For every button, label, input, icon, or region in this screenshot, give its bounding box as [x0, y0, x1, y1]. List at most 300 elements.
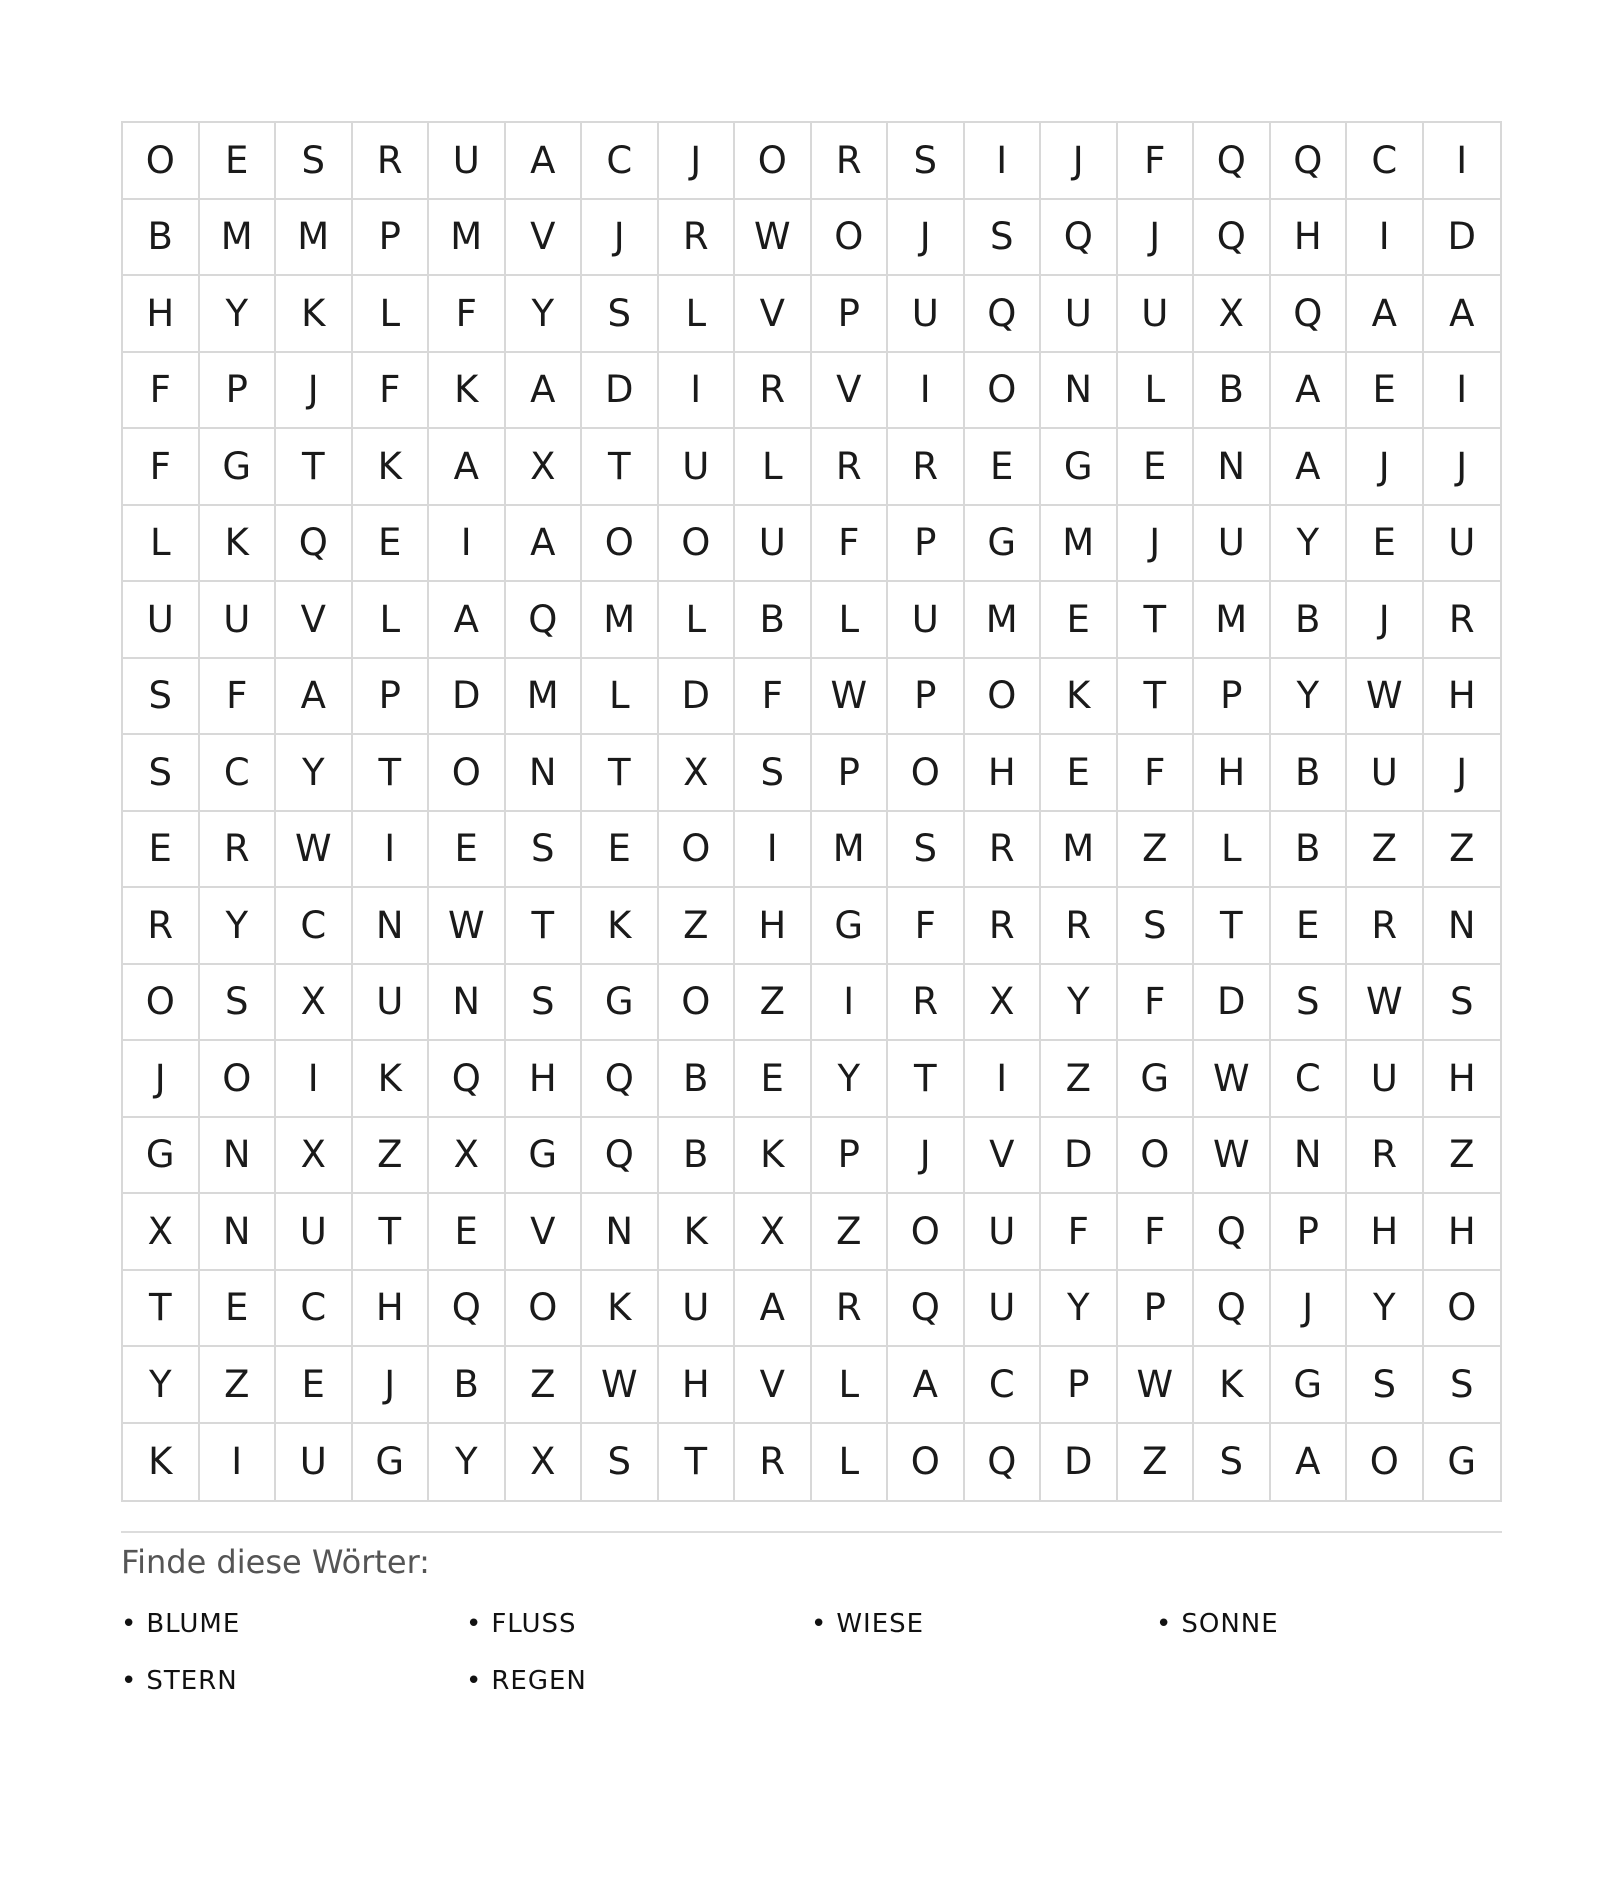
grid-cell[interactable]: E	[735, 1041, 812, 1118]
grid-cell[interactable]: I	[659, 353, 736, 430]
grid-cell[interactable]: R	[123, 888, 200, 965]
grid-cell[interactable]: R	[888, 965, 965, 1042]
grid-cell[interactable]: S	[735, 735, 812, 812]
grid-cell[interactable]: S	[1347, 1347, 1424, 1424]
grid-cell[interactable]: P	[1271, 1194, 1348, 1271]
grid-cell[interactable]: W	[1194, 1118, 1271, 1195]
grid-cell[interactable]: P	[812, 276, 889, 353]
grid-cell[interactable]: I	[965, 1041, 1042, 1118]
grid-cell[interactable]: S	[888, 812, 965, 889]
grid-cell[interactable]: R	[735, 353, 812, 430]
grid-cell[interactable]: W	[276, 812, 353, 889]
grid-cell[interactable]: T	[582, 429, 659, 506]
grid-cell[interactable]: X	[735, 1194, 812, 1271]
grid-cell[interactable]: W	[1194, 1041, 1271, 1118]
grid-cell[interactable]: A	[735, 1271, 812, 1348]
grid-cell[interactable]: U	[1347, 1041, 1424, 1118]
grid-cell[interactable]: S	[1271, 965, 1348, 1042]
grid-cell[interactable]: P	[812, 735, 889, 812]
grid-cell[interactable]: Z	[353, 1118, 430, 1195]
grid-cell[interactable]: S	[123, 659, 200, 736]
grid-cell[interactable]: R	[965, 888, 1042, 965]
grid-cell[interactable]: T	[276, 429, 353, 506]
grid-cell[interactable]: D	[582, 353, 659, 430]
grid-cell[interactable]: O	[1424, 1271, 1501, 1348]
grid-cell[interactable]: E	[1118, 429, 1195, 506]
grid-cell[interactable]: R	[812, 1271, 889, 1348]
grid-cell[interactable]: A	[506, 123, 583, 200]
grid-cell[interactable]: M	[429, 200, 506, 277]
grid-cell[interactable]: J	[1271, 1271, 1348, 1348]
grid-cell[interactable]: B	[1271, 812, 1348, 889]
grid-cell[interactable]: P	[1041, 1347, 1118, 1424]
grid-cell[interactable]: E	[582, 812, 659, 889]
grid-cell[interactable]: F	[123, 429, 200, 506]
grid-cell[interactable]: N	[429, 965, 506, 1042]
grid-cell[interactable]: R	[965, 812, 1042, 889]
grid-cell[interactable]: K	[735, 1118, 812, 1195]
grid-cell[interactable]: O	[506, 1271, 583, 1348]
grid-cell[interactable]: U	[429, 123, 506, 200]
grid-cell[interactable]: W	[429, 888, 506, 965]
grid-cell[interactable]: L	[123, 506, 200, 583]
grid-cell[interactable]: R	[812, 429, 889, 506]
grid-cell[interactable]: T	[888, 1041, 965, 1118]
grid-cell[interactable]: G	[1447, 1440, 1477, 1484]
grid-cell[interactable]: T	[1118, 582, 1195, 659]
grid-cell[interactable]: J	[123, 1041, 200, 1118]
grid-cell[interactable]: Y	[1041, 1271, 1118, 1348]
grid-cell[interactable]: Z	[1424, 812, 1501, 889]
grid-cell[interactable]: S	[582, 1424, 659, 1501]
grid-cell[interactable]: Q	[1194, 1194, 1271, 1271]
grid-cell[interactable]: M	[965, 582, 1042, 659]
grid-cell[interactable]: W	[735, 200, 812, 277]
grid-cell[interactable]: H	[1424, 1041, 1501, 1118]
grid-cell[interactable]: W	[1118, 1347, 1195, 1424]
grid-cell[interactable]: Q	[888, 1271, 965, 1348]
grid-cell[interactable]: F	[1118, 735, 1195, 812]
grid-cell[interactable]: X	[276, 1118, 353, 1195]
grid-cell[interactable]: M	[506, 659, 583, 736]
grid-cell[interactable]: J	[1424, 735, 1501, 812]
grid-cell[interactable]: S	[200, 965, 277, 1042]
grid-cell[interactable]: O	[735, 123, 812, 200]
grid-cell[interactable]: I	[200, 1424, 277, 1501]
grid-cell[interactable]: S	[888, 123, 965, 200]
grid-cell[interactable]: K	[429, 353, 506, 430]
grid-cell[interactable]: O	[965, 659, 1042, 736]
grid-cell[interactable]: Z	[1347, 812, 1424, 889]
grid-cell[interactable]: D	[1194, 965, 1271, 1042]
grid-cell[interactable]: U	[1194, 506, 1271, 583]
grid-cell[interactable]: Y	[123, 1347, 200, 1424]
grid-cell[interactable]: Y	[276, 735, 353, 812]
grid-cell[interactable]: U	[888, 276, 965, 353]
grid-cell[interactable]: G	[1041, 429, 1118, 506]
grid-cell[interactable]: Z	[1041, 1041, 1118, 1118]
grid-cell[interactable]: Y	[1041, 965, 1118, 1042]
grid-cell[interactable]: A	[506, 506, 583, 583]
grid-cell[interactable]: N	[1271, 1118, 1348, 1195]
grid-cell[interactable]: Z	[1118, 1424, 1195, 1501]
grid-cell[interactable]: T	[582, 735, 659, 812]
grid-cell[interactable]: H	[1424, 659, 1501, 736]
grid-cell[interactable]: I	[812, 965, 889, 1042]
grid-cell[interactable]: O	[123, 123, 200, 200]
grid-cell[interactable]: C	[582, 123, 659, 200]
grid-cell[interactable]: Q	[965, 276, 1042, 353]
grid-cell[interactable]: M	[812, 812, 889, 889]
grid-cell[interactable]: T	[353, 735, 430, 812]
grid-cell[interactable]: A	[1347, 276, 1424, 353]
grid-cell[interactable]: Z	[735, 965, 812, 1042]
grid-cell[interactable]: S	[582, 276, 659, 353]
grid-cell[interactable]: E	[1347, 506, 1424, 583]
grid-cell[interactable]: R	[353, 123, 430, 200]
grid-cell[interactable]: J	[1118, 200, 1195, 277]
grid-cell[interactable]: U	[659, 1271, 736, 1348]
grid-cell[interactable]: L	[659, 582, 736, 659]
grid-cell[interactable]: Y	[200, 276, 277, 353]
grid-cell[interactable]: Q	[506, 582, 583, 659]
grid-cell[interactable]: L	[812, 1424, 889, 1501]
grid-cell[interactable]: G	[200, 429, 277, 506]
grid-cell[interactable]: A	[429, 582, 506, 659]
grid-cell[interactable]: V	[965, 1118, 1042, 1195]
grid-cell[interactable]: U	[735, 506, 812, 583]
grid-cell[interactable]: N	[353, 888, 430, 965]
grid-cell[interactable]: L	[659, 276, 736, 353]
grid-cell[interactable]: Z	[200, 1347, 277, 1424]
grid-cell[interactable]: G	[1118, 1041, 1195, 1118]
grid-cell[interactable]: K	[1194, 1347, 1271, 1424]
grid-cell[interactable]: K	[659, 1194, 736, 1271]
grid-cell[interactable]: I	[1424, 123, 1501, 200]
grid-cell[interactable]: H	[659, 1347, 736, 1424]
grid-cell[interactable]: O	[429, 735, 506, 812]
grid-cell[interactable]: E	[1347, 353, 1424, 430]
grid-cell[interactable]: H	[1271, 200, 1348, 277]
grid-cell[interactable]: R	[1424, 582, 1501, 659]
grid-cell[interactable]: V	[735, 1347, 812, 1424]
grid-cell[interactable]: Z	[1118, 812, 1195, 889]
grid-cell[interactable]: A	[506, 353, 583, 430]
grid-cell[interactable]: O	[659, 506, 736, 583]
grid-cell[interactable]: P	[353, 659, 430, 736]
grid-cell[interactable]: H	[123, 276, 200, 353]
grid-cell[interactable]: V	[735, 276, 812, 353]
grid-cell[interactable]: I	[888, 353, 965, 430]
grid-cell[interactable]: Z	[506, 1347, 583, 1424]
grid-cell[interactable]: A	[429, 429, 506, 506]
grid-cell[interactable]: L	[353, 582, 430, 659]
grid-cell[interactable]: O	[200, 1041, 277, 1118]
grid-cell[interactable]: B	[429, 1347, 506, 1424]
grid-cell[interactable]: R	[659, 200, 736, 277]
grid-cell[interactable]: F	[735, 659, 812, 736]
grid-cell[interactable]: U	[276, 1194, 353, 1271]
grid-cell[interactable]: I	[353, 812, 430, 889]
grid-cell[interactable]: I	[276, 1041, 353, 1118]
grid-cell[interactable]: J	[276, 353, 353, 430]
grid-cell[interactable]: O	[1347, 1424, 1424, 1501]
grid-cell[interactable]: K	[1041, 659, 1118, 736]
grid-cell[interactable]: Q	[965, 1424, 1042, 1501]
grid-cell[interactable]: L	[1118, 353, 1195, 430]
grid-cell[interactable]: U	[276, 1424, 353, 1501]
grid-cell[interactable]: L	[582, 659, 659, 736]
grid-cell[interactable]: F	[812, 506, 889, 583]
grid-cell[interactable]: A	[1271, 429, 1348, 506]
grid-cell[interactable]: I	[965, 123, 1042, 200]
grid-cell[interactable]: O	[888, 1194, 965, 1271]
grid-cell[interactable]: P	[353, 200, 430, 277]
grid-cell[interactable]: L	[812, 1347, 889, 1424]
grid-cell[interactable]: R	[200, 812, 277, 889]
grid-cell[interactable]: N	[200, 1118, 277, 1195]
grid-cell[interactable]: P	[888, 659, 965, 736]
grid-cell[interactable]: E	[1041, 582, 1118, 659]
grid-cell[interactable]: J	[353, 1347, 430, 1424]
grid-cell[interactable]: F	[200, 659, 277, 736]
grid-cell[interactable]: F	[353, 353, 430, 430]
grid-cell[interactable]: K	[353, 1041, 430, 1118]
grid-cell[interactable]: V	[276, 582, 353, 659]
grid-cell[interactable]: F	[1041, 1194, 1118, 1271]
grid-cell[interactable]: F	[888, 888, 965, 965]
grid-cell[interactable]: T	[1194, 888, 1271, 965]
grid-cell[interactable]: U	[1347, 735, 1424, 812]
grid-cell[interactable]: J	[888, 1118, 965, 1195]
grid-cell[interactable]: Q	[1271, 123, 1348, 200]
grid-cell[interactable]: G	[123, 1118, 200, 1195]
grid-cell[interactable]: J	[659, 123, 736, 200]
grid-cell[interactable]: V	[506, 1194, 583, 1271]
grid-cell[interactable]: T	[1118, 659, 1195, 736]
grid-cell[interactable]: K	[276, 276, 353, 353]
grid-cell[interactable]: M	[200, 200, 277, 277]
grid-cell[interactable]: G	[506, 1118, 583, 1195]
grid-cell[interactable]: X	[276, 965, 353, 1042]
grid-cell[interactable]: A	[888, 1347, 965, 1424]
grid-cell[interactable]: X	[506, 429, 583, 506]
grid-cell[interactable]: Q	[429, 1271, 506, 1348]
grid-cell[interactable]: Y	[200, 888, 277, 965]
grid-cell[interactable]: W	[812, 659, 889, 736]
grid-cell[interactable]: Q	[1194, 1271, 1271, 1348]
grid-cell[interactable]: Y	[812, 1041, 889, 1118]
grid-cell[interactable]: D	[1041, 1118, 1118, 1195]
grid-cell[interactable]: N	[582, 1194, 659, 1271]
grid-cell[interactable]: R	[1041, 888, 1118, 965]
grid-cell[interactable]: Q	[1271, 276, 1348, 353]
grid-cell[interactable]: F	[1118, 123, 1195, 200]
grid-cell[interactable]: A	[1424, 276, 1501, 353]
grid-cell[interactable]: S	[1424, 965, 1501, 1042]
grid-cell[interactable]: S	[506, 812, 583, 889]
grid-cell[interactable]: X	[429, 1118, 506, 1195]
grid-cell[interactable]: T	[659, 1424, 736, 1501]
grid-cell[interactable]: K	[123, 1424, 200, 1501]
grid-cell[interactable]: P	[888, 506, 965, 583]
grid-cell[interactable]: O	[888, 1424, 965, 1501]
grid-cell[interactable]: L	[353, 276, 430, 353]
grid-cell[interactable]: A	[276, 659, 353, 736]
grid-cell[interactable]: T	[123, 1271, 200, 1348]
grid-cell[interactable]: S	[1424, 1347, 1501, 1424]
grid-cell[interactable]: W	[1347, 659, 1424, 736]
grid-cell[interactable]: J	[1347, 582, 1424, 659]
grid-cell[interactable]: H	[965, 735, 1042, 812]
grid-cell[interactable]: U	[123, 582, 200, 659]
grid-cell[interactable]: L	[735, 429, 812, 506]
grid-cell[interactable]: X	[659, 735, 736, 812]
grid-cell[interactable]: E	[1041, 735, 1118, 812]
grid-cell[interactable]: B	[1194, 353, 1271, 430]
grid-cell[interactable]: F	[1118, 1194, 1195, 1271]
grid-cell[interactable]: Q	[582, 1118, 659, 1195]
grid-cell[interactable]: R	[1347, 1118, 1424, 1195]
grid-cell[interactable]: N	[1194, 429, 1271, 506]
grid-cell[interactable]: I	[735, 812, 812, 889]
grid-cell[interactable]: U	[200, 582, 277, 659]
grid-cell[interactable]: J	[1118, 506, 1195, 583]
grid-cell[interactable]: B	[659, 1118, 736, 1195]
grid-cell[interactable]: U	[888, 582, 965, 659]
grid-cell[interactable]: P	[1194, 659, 1271, 736]
grid-cell[interactable]: H	[1347, 1194, 1424, 1271]
grid-cell[interactable]: I	[1424, 353, 1501, 430]
grid-cell[interactable]: N	[200, 1194, 277, 1271]
grid-cell[interactable]: M	[276, 200, 353, 277]
grid-cell[interactable]: B	[1271, 735, 1348, 812]
grid-cell[interactable]: Q	[276, 506, 353, 583]
grid-cell[interactable]: V	[506, 200, 583, 277]
grid-cell[interactable]: B	[735, 582, 812, 659]
grid-cell[interactable]: D	[659, 659, 736, 736]
grid-cell[interactable]: V	[812, 353, 889, 430]
grid-cell[interactable]: Z	[1424, 1118, 1501, 1195]
grid-cell[interactable]: H	[1194, 735, 1271, 812]
grid-cell[interactable]: F	[1118, 965, 1195, 1042]
grid-cell[interactable]: O	[888, 735, 965, 812]
grid-cell[interactable]: J	[1041, 123, 1118, 200]
grid-cell[interactable]: U	[1424, 506, 1501, 583]
grid-cell[interactable]: A	[1271, 353, 1348, 430]
grid-cell[interactable]: K	[353, 429, 430, 506]
grid-cell[interactable]: M	[582, 582, 659, 659]
grid-cell[interactable]: N	[506, 735, 583, 812]
grid-cell[interactable]: G	[582, 965, 659, 1042]
grid-cell[interactable]: C	[276, 888, 353, 965]
grid-cell[interactable]: N	[1424, 888, 1501, 965]
grid-cell[interactable]: F	[429, 276, 506, 353]
grid-cell[interactable]: Y	[1271, 506, 1348, 583]
grid-cell[interactable]: M	[1194, 582, 1271, 659]
grid-cell[interactable]: S	[1118, 888, 1195, 965]
grid-cell[interactable]: L	[812, 582, 889, 659]
grid-cell[interactable]: S	[965, 200, 1042, 277]
grid-cell[interactable]: E	[353, 506, 430, 583]
grid-cell[interactable]: S	[506, 965, 583, 1042]
grid-cell[interactable]: J	[888, 200, 965, 277]
grid-cell[interactable]: S	[123, 735, 200, 812]
grid-cell[interactable]: E	[429, 812, 506, 889]
grid-cell[interactable]: U	[965, 1194, 1042, 1271]
grid-cell[interactable]: H	[1424, 1194, 1501, 1271]
grid-cell[interactable]: O	[659, 965, 736, 1042]
grid-cell[interactable]: K	[582, 888, 659, 965]
grid-cell[interactable]: Y	[506, 276, 583, 353]
grid-cell[interactable]: R	[1347, 888, 1424, 965]
grid-cell[interactable]: O	[965, 353, 1042, 430]
grid-cell[interactable]: W	[1347, 965, 1424, 1042]
grid-cell[interactable]: S	[276, 123, 353, 200]
grid-cell[interactable]: C	[200, 735, 277, 812]
grid-cell[interactable]: C	[1271, 1041, 1348, 1118]
grid-cell[interactable]: D	[1424, 200, 1501, 277]
grid-cell[interactable]: U	[1118, 276, 1195, 353]
grid-cell[interactable]: E	[276, 1347, 353, 1424]
grid-cell[interactable]: Q	[1194, 200, 1271, 277]
grid-cell[interactable]: M	[1041, 506, 1118, 583]
grid-cell[interactable]: U	[353, 965, 430, 1042]
grid-cell[interactable]: E	[965, 429, 1042, 506]
grid-cell[interactable]: X	[1194, 276, 1271, 353]
grid-cell[interactable]: X	[965, 965, 1042, 1042]
grid-cell[interactable]: U	[965, 1271, 1042, 1348]
grid-cell[interactable]: K	[200, 506, 277, 583]
grid-cell[interactable]: B	[123, 200, 200, 277]
grid-cell[interactable]: D	[429, 659, 506, 736]
grid-cell[interactable]: J	[1347, 429, 1424, 506]
grid-cell[interactable]: E	[123, 812, 200, 889]
grid-cell[interactable]: J	[582, 200, 659, 277]
grid-cell[interactable]: E	[429, 1194, 506, 1271]
grid-cell[interactable]: Q	[429, 1041, 506, 1118]
grid-cell[interactable]: J	[1424, 429, 1501, 506]
grid-cell[interactable]: S	[1194, 1424, 1271, 1501]
grid-cell[interactable]: Y	[429, 1424, 506, 1501]
grid-cell[interactable]: Y	[1271, 659, 1348, 736]
grid-cell[interactable]: P	[812, 1118, 889, 1195]
grid-cell[interactable]: Q	[582, 1041, 659, 1118]
grid-cell[interactable]: O	[1118, 1118, 1195, 1195]
grid-cell[interactable]: O	[582, 506, 659, 583]
grid-cell[interactable]: D	[1041, 1424, 1118, 1501]
grid-cell[interactable]: F	[123, 353, 200, 430]
grid-cell[interactable]: R	[812, 123, 889, 200]
grid-cell[interactable]: G	[812, 888, 889, 965]
grid-cell[interactable]: R	[888, 429, 965, 506]
grid-cell[interactable]: C	[1347, 123, 1424, 200]
grid-cell[interactable]: X	[123, 1194, 200, 1271]
grid-cell[interactable]: Z	[812, 1194, 889, 1271]
grid-cell[interactable]: R	[735, 1424, 812, 1501]
grid-cell[interactable]: I	[1347, 200, 1424, 277]
grid-cell[interactable]: C	[965, 1347, 1042, 1424]
grid-cell[interactable]: T	[506, 888, 583, 965]
grid-cell[interactable]: U	[659, 429, 736, 506]
grid-cell[interactable]: K	[582, 1271, 659, 1348]
grid-cell[interactable]: O	[659, 812, 736, 889]
grid-cell[interactable]: C	[276, 1271, 353, 1348]
grid-cell[interactable]: H	[735, 888, 812, 965]
grid-cell[interactable]: X	[506, 1424, 583, 1501]
grid-cell[interactable]: N	[1041, 353, 1118, 430]
grid-cell[interactable]: Z	[659, 888, 736, 965]
